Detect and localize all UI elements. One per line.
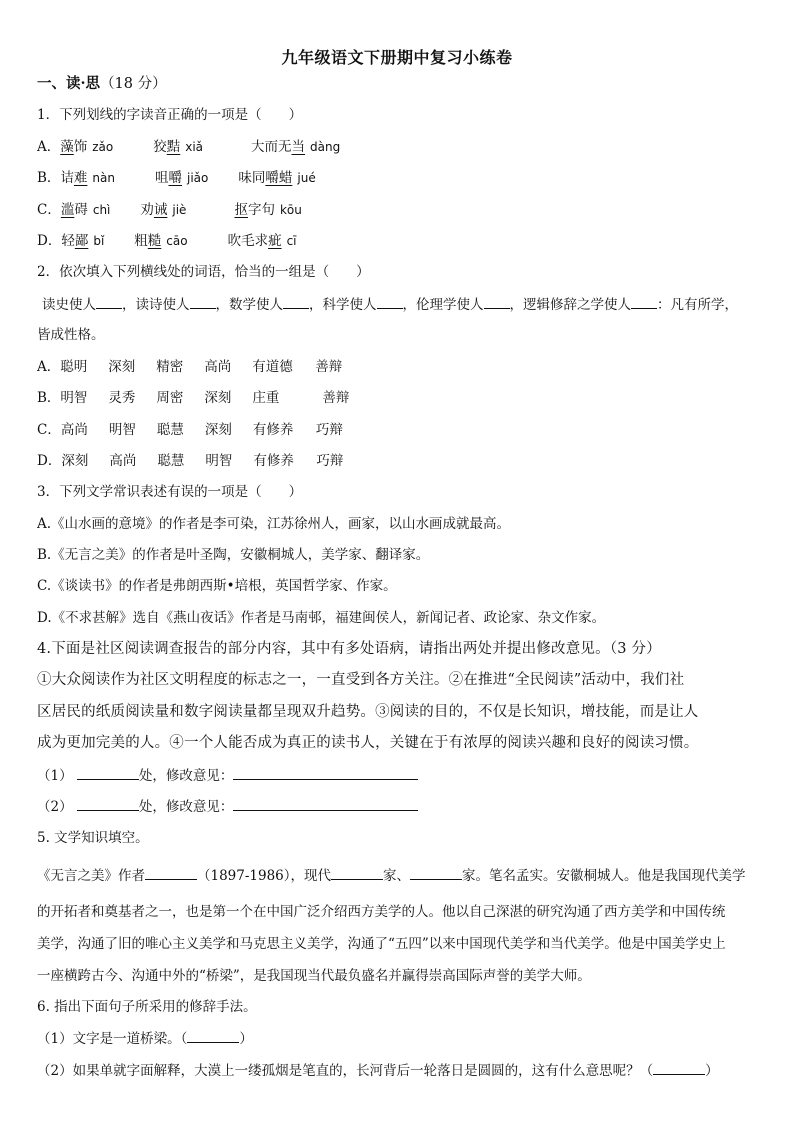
q4-paragraph-line-3: 成为更加完美的人。④一个人能否成为真正的读书人，关键在于有浓厚的阅读兴趣和良好的阅读习惯。 — [37, 735, 699, 751]
fill-blank[interactable] — [145, 866, 197, 880]
sentence-part: ，逻辑修辞之学使人 — [509, 297, 631, 313]
word-start: 粗 — [134, 233, 148, 249]
option-word: 善辩 — [315, 359, 343, 375]
option-word: 深刻 — [204, 422, 232, 438]
q4-paragraph-line-2: 区居民的纸质阅读量和数字阅读量都呈现双升趋势。③阅读的目的，不仅是长知识，增技能，而是让人 — [37, 704, 699, 720]
underlined-char: 诫 — [153, 202, 168, 218]
answer-number: （2） — [37, 799, 73, 815]
q1-stem: 1．下列划线的字读音正确的一项是（ ） — [37, 107, 303, 123]
fill-blank[interactable] — [377, 295, 403, 309]
q3-stem: 3．下列文学常识表述有误的一项是（ ） — [37, 484, 303, 500]
underlined-char: 藻 — [60, 139, 74, 155]
option-label: B． — [37, 170, 61, 186]
sentence-part: 《无言之美》作者 — [37, 868, 145, 884]
sentence-part: ，数学使人 — [215, 297, 283, 313]
option-word: 高尚 — [109, 453, 137, 469]
underlined-char: 抠 — [234, 202, 248, 218]
option-word: 善辩 — [322, 390, 350, 406]
q2-option-d — [37, 452, 764, 470]
section-heading — [37, 75, 764, 93]
item-close: ） — [239, 1031, 253, 1047]
option-word: 有道德 — [252, 359, 293, 375]
underlined-char: 糙 — [147, 233, 162, 249]
fill-blank[interactable] — [653, 1061, 705, 1075]
q2-option-a — [37, 358, 764, 376]
fill-blank[interactable] — [190, 295, 216, 309]
sentence-part: ：凡有所学， — [657, 297, 738, 313]
underlined-char: 鄙 — [74, 233, 89, 249]
q3-option-b: B.《无言之美》的作者是叶圣陶，安徽桐城人，美学家、翻译家。 — [37, 547, 430, 563]
pinyin: nàn — [92, 171, 115, 185]
fill-blank[interactable] — [233, 797, 418, 811]
q6-stem: 6. 指出下面句子所采用的修辞手法。 — [37, 999, 257, 1015]
section-points: （18 分） — [100, 76, 167, 92]
fill-blank[interactable] — [96, 295, 122, 309]
item-close: ） — [705, 1063, 719, 1079]
q5-stem: 5. 文学知识填空。 — [37, 830, 149, 846]
q2-option-c — [37, 421, 764, 439]
option-word: 有修养 — [252, 422, 294, 438]
option-word: 巧辩 — [315, 422, 343, 438]
underlined-char: 滥 — [60, 202, 75, 218]
option-word: 庄重 — [252, 390, 280, 406]
pinyin: bǐ — [93, 234, 105, 248]
word-rest: 碍 — [74, 202, 88, 218]
option-word: 周密 — [156, 390, 184, 406]
section-title: 一、读·思 — [37, 75, 101, 92]
option-word: 有修养 — [253, 453, 294, 469]
word-start: 大而无 — [251, 139, 292, 155]
sentence-part: ，科学使人 — [309, 297, 377, 313]
option-word: 深刻 — [204, 390, 232, 406]
fill-blank[interactable] — [77, 797, 139, 811]
q2-option-b — [37, 389, 764, 407]
underlined-char: 疵 — [268, 233, 282, 249]
pinyin: xiǎ — [185, 140, 204, 154]
option-label: C． — [37, 422, 61, 438]
option-word: 聪慧 — [156, 422, 184, 438]
sentence-part: ，读诗使人 — [122, 297, 190, 313]
sentence-part: （1897-1986），现代 — [197, 868, 332, 884]
underlined-char: 嚼 — [168, 170, 182, 186]
q2-sentence-line2: 皆成性格。 — [37, 327, 105, 343]
pinyin: chì — [92, 203, 111, 217]
sentence-part: 家、 — [383, 868, 411, 884]
q5-line-4: 一座横跨古今、沟通中外的“桥梁”，是我国现当代最负盛名并赢得崇高国际声誉的美学大师。 — [37, 968, 591, 984]
word-start: 味同 — [238, 170, 266, 186]
underlined-char: 难 — [73, 170, 88, 186]
option-word: 明智 — [205, 453, 233, 469]
q5-line-2: 的开拓者和奠基者之一，也是第一个在中国广泛介绍西方美学的人。他以自己深湛的研究沟通了西方美学和中国传统 — [37, 904, 726, 920]
word-start: 狡 — [153, 139, 167, 155]
q2-sentence — [42, 295, 764, 314]
option-word: 聪明 — [60, 359, 88, 375]
underlined-char: 当 — [291, 139, 306, 155]
sentence-part: 家。笔名孟实。安徽桐城人。他是我国现代美学 — [462, 868, 746, 884]
answer-prompt: 处，修改意见： — [138, 768, 234, 784]
q5-line-1 — [37, 866, 764, 885]
pinyin: jiè — [172, 203, 187, 217]
option-label: A． — [37, 359, 61, 375]
q6-item-2 — [37, 1061, 764, 1080]
q3-option-c: C.《谈读书》的作者是弗朗西斯•培根，英国哲学家、作家。 — [37, 578, 397, 594]
page-title: 九年级语文下册期中复习小练卷 — [281, 48, 513, 67]
q2-stem: 2．依次填入下列横线处的词语，恰当的一组是（ ） — [37, 264, 370, 280]
option-label: B． — [37, 390, 61, 406]
word-start: 诘 — [60, 170, 74, 186]
option-word: 巧辩 — [316, 453, 344, 469]
option-word: 深刻 — [108, 359, 136, 375]
option-word: 明智 — [108, 422, 136, 438]
option-word: 深刻 — [61, 453, 89, 469]
option-word: 高尚 — [204, 359, 232, 375]
word-start: 劝 — [140, 202, 154, 218]
fill-blank[interactable] — [187, 1029, 239, 1043]
fill-blank[interactable] — [331, 866, 383, 880]
fill-blank[interactable] — [77, 766, 139, 780]
fill-blank[interactable] — [631, 295, 657, 309]
word-start: 咀 — [155, 170, 169, 186]
underlined-char: 嚼蜡 — [265, 170, 293, 186]
option-label: C． — [37, 202, 61, 218]
pinyin: cī — [286, 234, 297, 248]
fill-blank[interactable] — [283, 295, 309, 309]
q4-answer-1 — [37, 766, 764, 785]
word-start: 轻 — [61, 233, 75, 249]
fill-blank[interactable] — [410, 866, 462, 880]
pinyin: cāo — [166, 234, 188, 248]
q4-paragraph-line-1: ①大众阅读作为社区文明程度的标志之一，一直受到各方关注。②在推进“全民阅读”活动中，我们社 — [37, 672, 685, 688]
pinyin: zǎo — [92, 140, 114, 154]
option-label: D． — [37, 233, 62, 249]
sentence-part: ，伦理学使人 — [402, 297, 484, 313]
q4-answer-2 — [37, 797, 764, 816]
underlined-char: 黠 — [166, 139, 181, 155]
word-rest: 字句 — [247, 202, 275, 218]
sentence-part: 读史使人 — [42, 297, 96, 313]
pinyin: jiǎo — [187, 171, 209, 185]
fill-blank[interactable] — [233, 766, 418, 780]
answer-number: （1） — [37, 768, 73, 784]
q6-item-1 — [37, 1029, 764, 1048]
fill-blank[interactable] — [484, 295, 510, 309]
q1-option-b — [37, 169, 764, 187]
q1-option-c — [37, 201, 764, 219]
q5-line-3: 美学，沟通了旧的唯心主义美学和马克思主义美学，沟通了“五四”以来中国现代美学和当代美学。他是中国美学史上 — [37, 936, 726, 952]
option-word: 明智 — [60, 390, 88, 406]
option-label: A． — [37, 139, 61, 155]
item-text: （2）如果单就字面解释，大漠上一缕孤烟是笔直的，长河背后一轮落日是圆圆的，这有什么意思呢？（ — [37, 1063, 654, 1079]
q1-option-a — [37, 138, 764, 156]
q3-option-a: A.《山水画的意境》的作者是李可染，江苏徐州人，画家，以山水画成就最高。 — [37, 516, 511, 532]
q4-stem: 4.下面是社区阅读调查报告的部分内容，其中有多处语病，请指出两处并提出修改意见。（3 分） — [37, 641, 661, 657]
item-text: （1）文字是一道桥梁。（ — [37, 1031, 188, 1047]
option-word: 灵秀 — [108, 390, 136, 406]
q1-option-d — [37, 232, 764, 250]
word-rest: 饰 — [73, 139, 88, 155]
pinyin: jué — [297, 171, 316, 185]
pinyin: kōu — [279, 203, 302, 217]
option-word: 高尚 — [60, 422, 88, 438]
option-word: 精密 — [156, 359, 184, 375]
answer-prompt: 处，修改意见： — [138, 799, 234, 815]
pinyin: dàng — [310, 140, 341, 154]
word-start: 吹毛求 — [227, 233, 269, 249]
q3-option-d: D.《不求甚解》选自《燕山夜话》作者是马南邨，福建闽侯人，新闻记者、政论家、杂文作家。 — [37, 610, 606, 626]
option-word: 聪慧 — [157, 453, 185, 469]
option-label: D． — [37, 453, 62, 469]
